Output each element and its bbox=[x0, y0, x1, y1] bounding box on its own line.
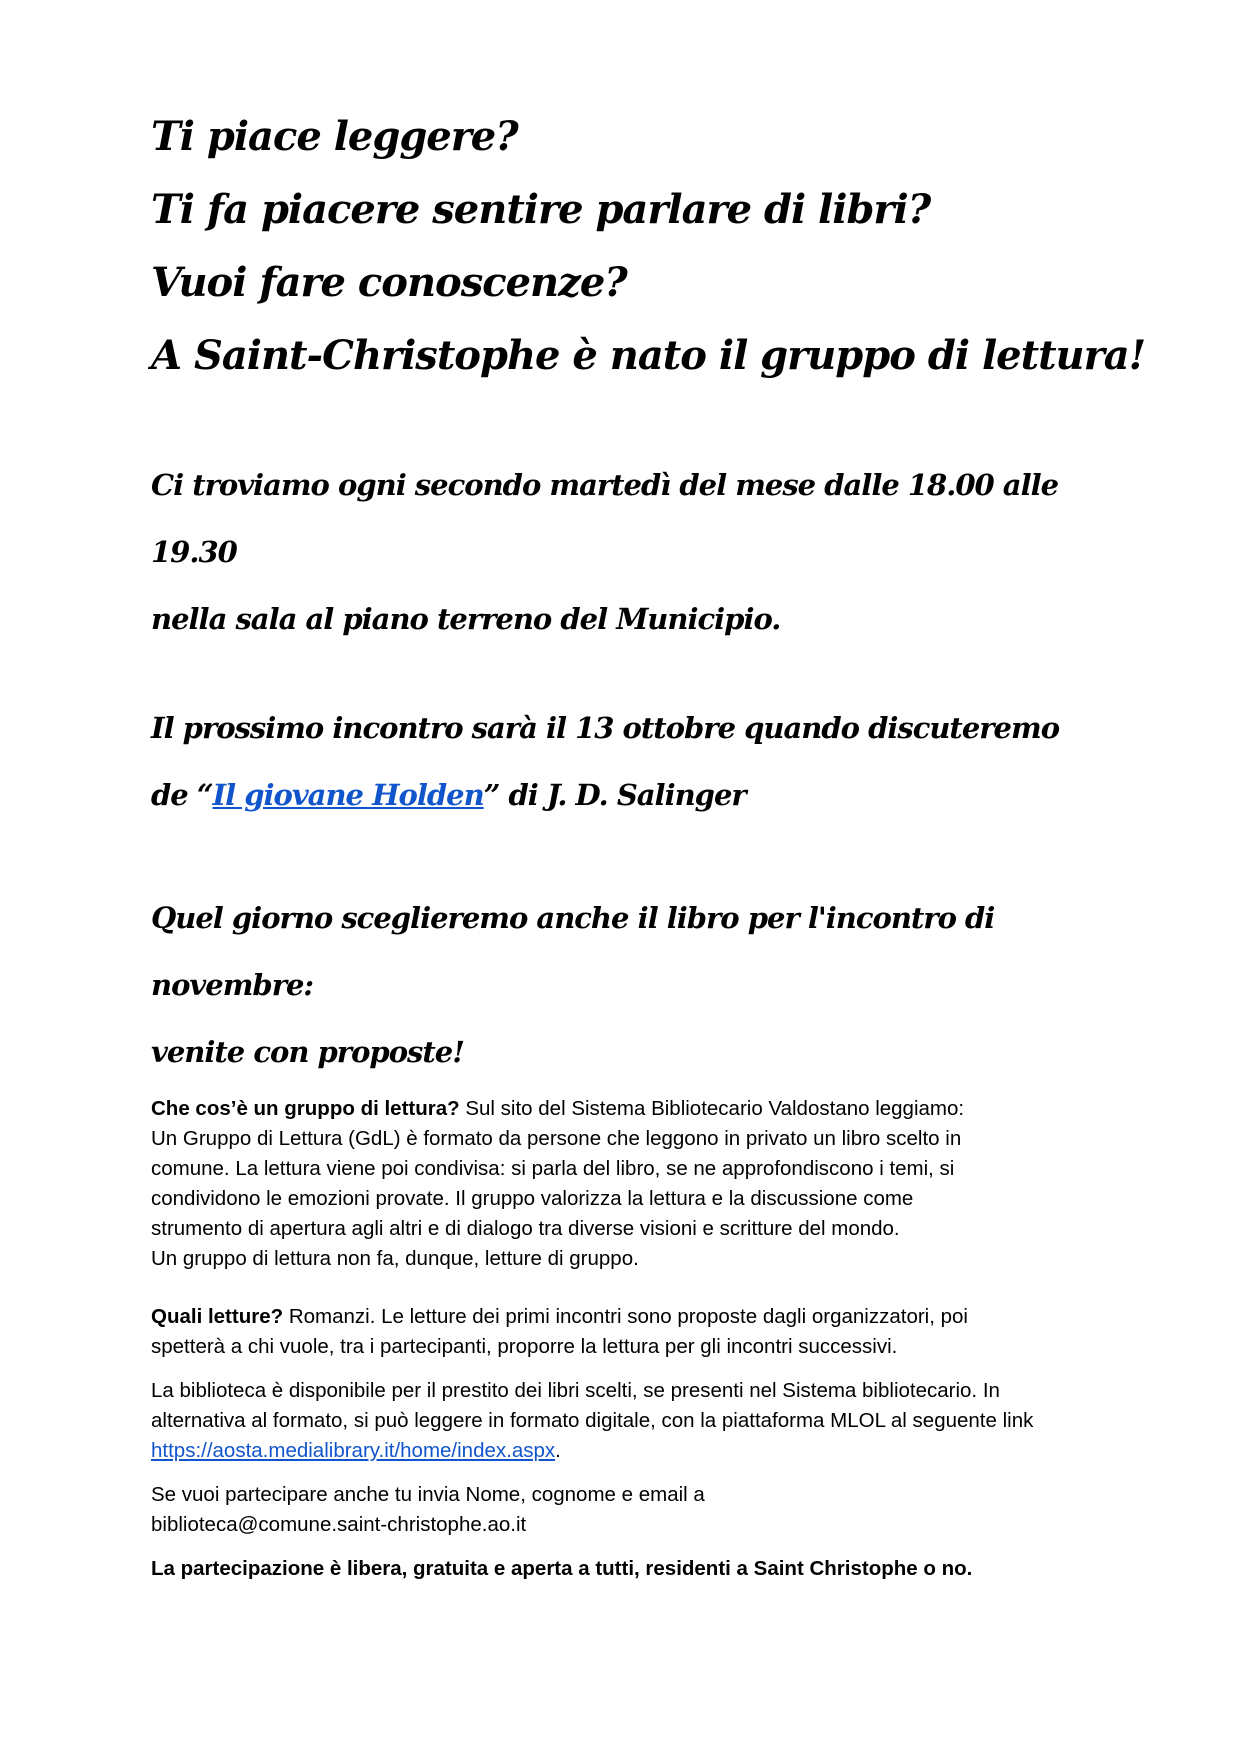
library-text: La biblioteca è disponibile per il prestito dei libri scelti, se presenti nel Sistema bibliotecario. In bbox=[151, 1379, 1000, 1402]
next-meeting-intro: Il prossimo incontro sarà il 13 ottobre quando discuteremo de “ bbox=[151, 711, 1060, 812]
which-readings-text: Romanzi. Le letture dei primi incontri sono proposte dagli organizzatori, poi bbox=[283, 1305, 968, 1328]
join-text: Se vuoi partecipare anche tu invia Nome, cognome e email a bbox=[151, 1483, 705, 1506]
book-link[interactable]: Il giovane Holden bbox=[212, 778, 484, 812]
what-is-line: comune. La lettura viene poi condivisa: si parla del libro, se ne approfondiscono i temi, si bbox=[151, 1157, 955, 1180]
mlol-link[interactable]: https://aosta.medialibrary.it/home/index.aspx bbox=[151, 1439, 556, 1462]
library-period: . bbox=[555, 1439, 561, 1462]
what-is-line: Un Gruppo di Lettura (GdL) è formato da persone che leggono in privato un libro scelto in bbox=[151, 1127, 962, 1150]
library-paragraph bbox=[151, 1376, 1151, 1466]
headline-line: Ti fa piacere sentire parlare di libri? bbox=[151, 186, 931, 233]
what-is-line: condividono le emozioni provate. Il gruppo valorizza la lettura e la discussione come bbox=[151, 1187, 914, 1210]
headline-line: A Saint-Christophe è nato il gruppo di lettura! bbox=[151, 332, 1146, 379]
meeting-schedule: Ci troviamo ogni secondo martedì del mese dalle 18.00 alle 19.30 bbox=[151, 468, 1059, 569]
next-meeting-author: ” di J. D. Salinger bbox=[483, 778, 746, 812]
headline-line: Ti piace leggere? bbox=[151, 113, 518, 160]
what-is-line: strumento di apertura agli altri e di dialogo tra diverse visioni e scritture del mondo. bbox=[151, 1217, 900, 1240]
november-line: venite con proposte! bbox=[151, 1035, 464, 1069]
which-readings-title: Quali letture? bbox=[151, 1305, 284, 1328]
what-is-intro: Sul sito del Sistema Bibliotecario Valdostano leggiamo: bbox=[459, 1097, 965, 1120]
meeting-block bbox=[151, 452, 1151, 653]
which-readings-paragraph bbox=[151, 1302, 1151, 1362]
november-block bbox=[151, 885, 1151, 1086]
flyer bbox=[151, 100, 1151, 1584]
headline-block bbox=[151, 100, 1151, 392]
next-meeting-block bbox=[151, 695, 1151, 829]
what-is-title: Che cos’è un gruppo di lettura? bbox=[151, 1097, 460, 1120]
november-line: Quel giorno sceglieremo anche il libro per l'incontro di novembre: bbox=[151, 901, 995, 1002]
meeting-location: nella sala al piano terreno del Municipio. bbox=[151, 602, 781, 636]
join-paragraph bbox=[151, 1480, 1151, 1540]
what-is-paragraph bbox=[151, 1094, 1151, 1274]
closing-statement: La partecipazione è libera, gratuita e aperta a tutti, residenti a Saint Christophe o no. bbox=[151, 1557, 973, 1580]
info-section bbox=[151, 1094, 1151, 1584]
contact-email: biblioteca@comune.saint-christophe.ao.it bbox=[151, 1513, 527, 1536]
library-text: alternativa al formato, si può leggere in formato digitale, con la piattaforma MLOL al seguente link bbox=[151, 1409, 1034, 1432]
what-is-line: Un gruppo di lettura non fa, dunque, letture di gruppo. bbox=[151, 1247, 639, 1270]
headline-line: Vuoi fare conoscenze? bbox=[151, 259, 627, 306]
next-meeting-text bbox=[151, 695, 1071, 829]
which-readings-text: spetterà a chi vuole, tra i partecipanti, proporre la lettura per gli incontri successivi. bbox=[151, 1335, 898, 1358]
